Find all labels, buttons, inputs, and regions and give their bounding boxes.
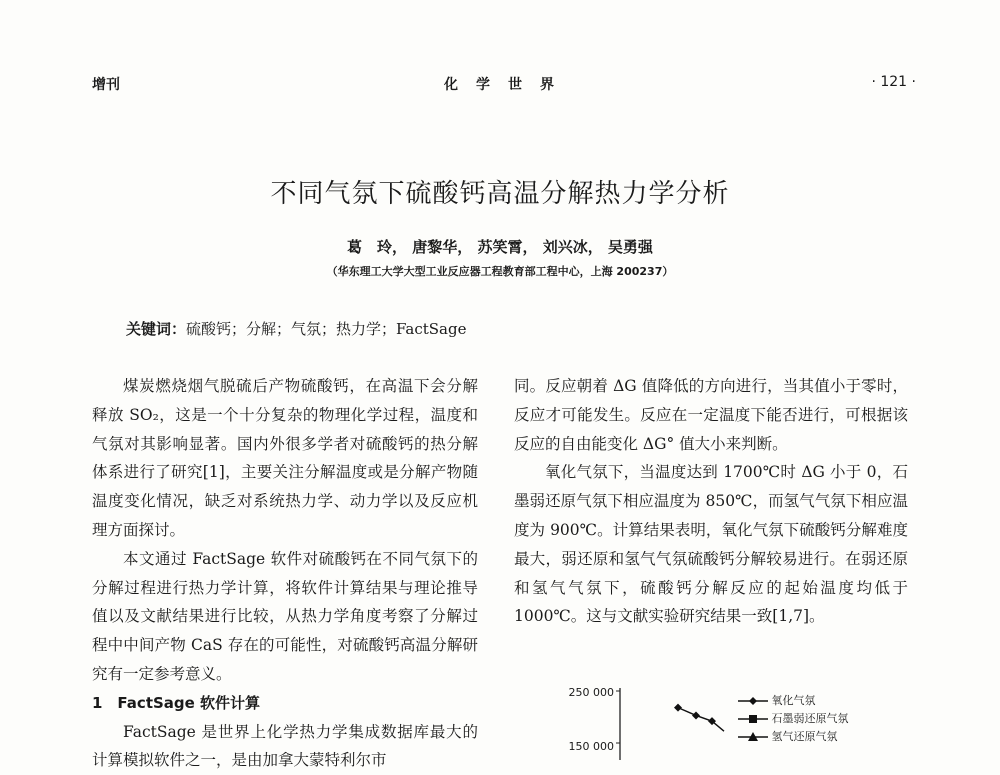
keywords-value: 硫酸钙；分解；气氛；热力学；FactSage bbox=[186, 320, 467, 338]
series-layer bbox=[674, 704, 724, 732]
journal-section-label: 增刊 bbox=[92, 77, 120, 93]
legend-label: 氢气还原气氛 bbox=[771, 730, 838, 743]
left-paragraph-1: 煤炭燃烧烟气脱硫后产物硫酸钙，在高温下会分解释放 SO₂，这是一个十分复杂的物理化学过程，温度和气氛对其影响显著。国内外很多学者对硫酸钙的热分解体系进行了研究[1]，主要关注分解温度或是分解产物随温度变化情况，缺乏对系统热力学、动力学以及反应机理方面探讨。 bbox=[92, 377, 478, 539]
author-list: 葛 玲， 唐黎华， 苏笑霄， 刘兴冰， 吴勇强 bbox=[347, 238, 653, 256]
right-paragraph-1: 同。反应朝着 ΔG 值降低的方向进行，当其值小于零时，反应才可能发生。反应在一定温度下能否进行，可根据该反应的自由能变化 ΔG° 值大小来判断。 bbox=[514, 377, 908, 453]
legend-label: 石墨弱还原气氛 bbox=[771, 712, 849, 725]
left-paragraph-2: 本文通过 FactSage 软件对硫酸钙在不同气氛下的分解过程进行热力学计算，将软件计算结果与理论推导值以及文献结果进行比较，从热力学角度考察了分解过程中中间产物 CaS 存在的可能性，对硫酸钙高温分解研究有一定参考意义。 bbox=[92, 549, 478, 683]
left-paragraph-3: FactSage 是世界上化学热力学集成数据库最大的计算模拟软件之一，是由加拿大蒙特利尔市 bbox=[92, 722, 478, 770]
legend-item-graphite-reducing bbox=[738, 710, 849, 728]
legend-label: 氧化气氛 bbox=[771, 694, 816, 707]
y-tick-label: 150 000 bbox=[568, 740, 614, 753]
keywords-line bbox=[126, 318, 466, 339]
keywords-label: 关键词： bbox=[126, 320, 187, 338]
affiliation: （华东理工大学大型工业反应器工程教育部工程中心，上海 200237） bbox=[326, 265, 674, 278]
triangle-marker-icon bbox=[738, 732, 768, 742]
chart-legend bbox=[738, 692, 849, 746]
legend-item-oxidizing bbox=[738, 692, 849, 710]
section-heading-1: 1 FactSage 软件计算 bbox=[92, 693, 261, 712]
legend-item-hydrogen-reducing bbox=[738, 728, 849, 746]
page-number: · 121 · bbox=[871, 74, 916, 90]
square-marker-icon bbox=[738, 714, 768, 724]
data-point bbox=[674, 704, 682, 712]
diamond-marker-icon bbox=[738, 696, 768, 706]
left-column bbox=[92, 372, 478, 775]
series-line-oxidizing bbox=[678, 708, 724, 732]
journal-name: 化 学 世 界 bbox=[444, 77, 556, 93]
y-tick-label: 250 000 bbox=[568, 686, 614, 699]
right-column bbox=[514, 372, 908, 631]
right-paragraph-2: 氧化气氛下，当温度达到 1700℃时 ΔG 小于 0，石墨弱还原气氛下相应温度为 850℃，而氢气气氛下相应温度为 900℃。计算结果表明，氧化气氛下硫酸钙分解难度最大，弱还原和氢气气氛硫酸钙分解较易进行。在弱还原和氢气气氛下，硫酸钙分解反应的起始温度均低于 1000℃。这与文献实验研究结果一致[1,7]。 bbox=[514, 463, 908, 626]
paper-title: 不同气氛下硫酸钙高温分解热力学分析 bbox=[270, 179, 730, 209]
data-point bbox=[692, 711, 700, 719]
